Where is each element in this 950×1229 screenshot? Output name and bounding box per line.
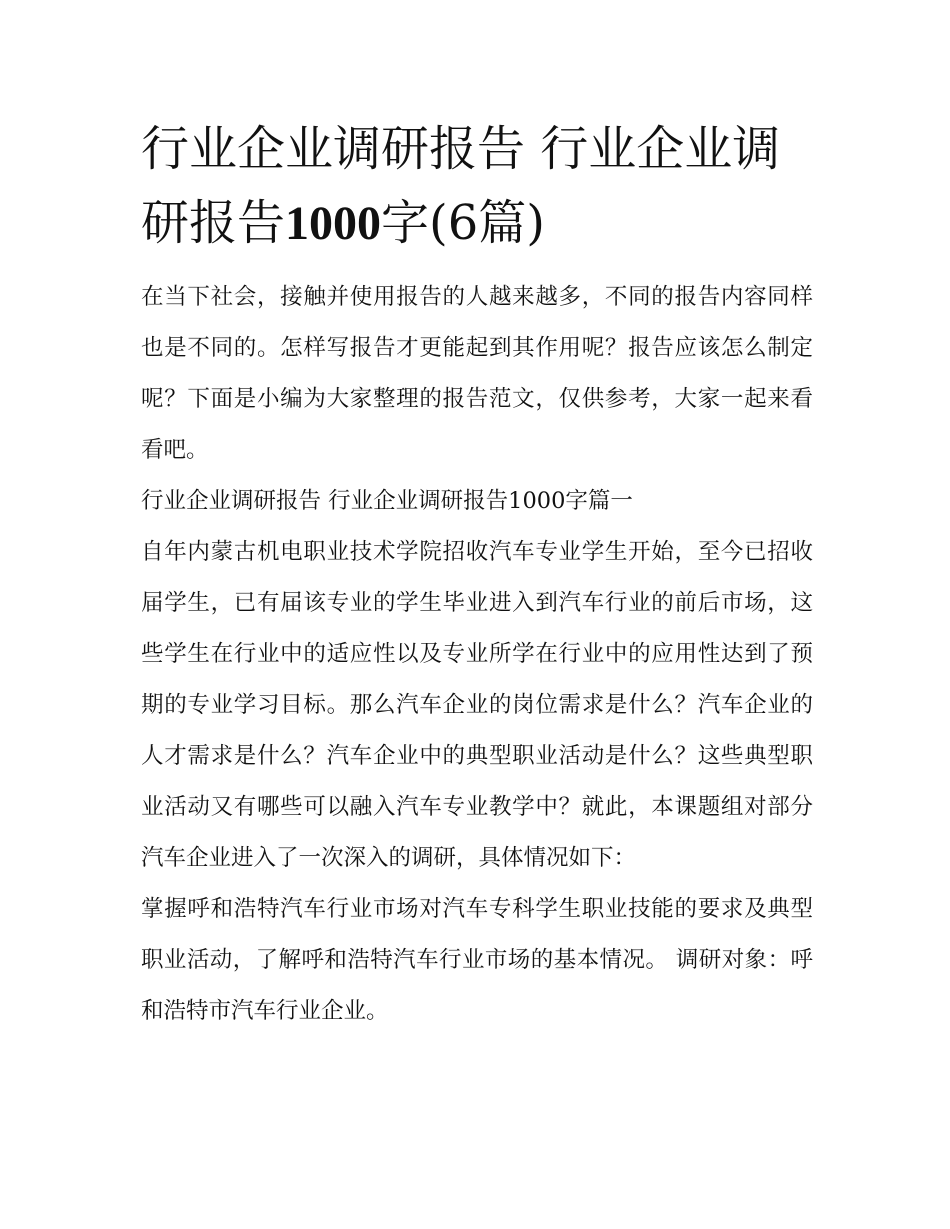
section-heading: 行业企业调研报告 行业企业调研报告1000字篇一 <box>141 488 633 514</box>
title-text-part2: 字(6篇) <box>381 195 546 251</box>
title-text-part1: 行业企业调研报告 行业企业调研报告 <box>141 121 781 251</box>
intro-paragraph: 在当下社会，接触并使用报告的人越来越多，不同的报告内容同样也是不同的。怎样写报告才更能起到其作用呢？报告应该怎么制定呢？下面是小编为大家整理的报告范文，仅供参考，大家一起来看看吧。 <box>141 284 813 463</box>
body-paragraph-2: 掌握呼和浩特汽车行业市场对汽车专科学生职业技能的要求及典型职业活动，了解呼和浩特汽车行业市场的基本情况。 调研对象：呼和浩特市汽车行业企业。 <box>141 896 813 1024</box>
body-paragraph-1: 自年内蒙古机电职业技术学院招收汽车专业学生开始，至今已招收届学生，已有届该专业的学生毕业进入到汽车行业的前后市场，这些学生在行业中的适应性以及专业所学在行业中的应用性达到了预期的专业学习目标。那么汽车企业的岗位需求是什么？汽车企业的人才需求是什么？汽车企业中的典型职业活动是什么？这些典型职业活动又有哪些可以融入汽车专业教学中？就此，本课题组对部分汽车企业进入了一次深入的调研，具体情况如下： <box>141 539 813 871</box>
document-title <box>141 112 813 261</box>
title-number: 1000 <box>285 197 382 250</box>
document-content <box>141 112 813 1037</box>
